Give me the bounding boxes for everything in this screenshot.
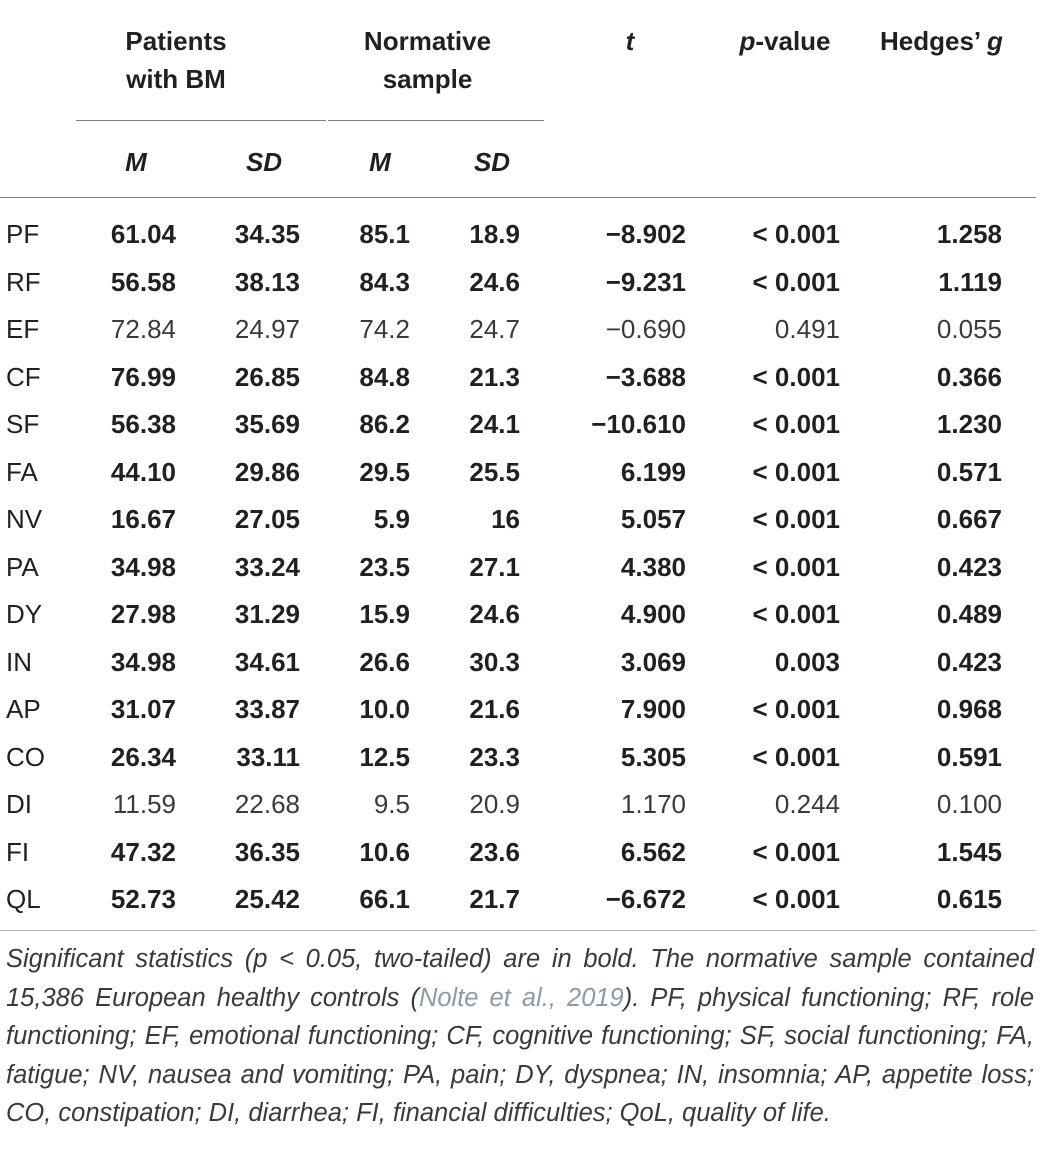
header-hedges-g-italic: g <box>986 26 1003 56</box>
patients-m-cell: 61.04 <box>110 219 176 249</box>
header-hedges-text: Hedges’ <box>880 26 987 56</box>
normative-sd-cell: 21.3 <box>469 361 520 392</box>
p-value-cell: < 0.001 <box>752 741 840 772</box>
p-value-cell: < 0.001 <box>752 361 840 392</box>
normative-m-cell: 10.0 <box>359 694 410 724</box>
patients-sd-cell: 36.35 <box>234 836 300 867</box>
header-p-italic: p <box>739 26 756 56</box>
hedges-g-cell: 0.423 <box>936 551 1002 582</box>
t-value-cell: 3.069 <box>620 646 686 677</box>
p-value-cell: < 0.001 <box>752 409 840 439</box>
hedges-g-cell: 0.615 <box>936 884 1002 914</box>
table-row <box>0 876 1040 924</box>
header-bottom-rule <box>0 197 1036 198</box>
table-row <box>0 544 1040 592</box>
hedges-g-cell: 1.230 <box>936 409 1002 439</box>
patients-m-cell: 52.73 <box>110 884 176 914</box>
subheader-patients-sd: SD <box>245 147 283 177</box>
p-value-cell: 0.244 <box>774 789 840 819</box>
t-value-cell: 1.170 <box>620 789 686 819</box>
header-normative-line1: Normative <box>363 26 492 56</box>
patients-sd-cell: 26.85 <box>234 361 300 392</box>
patients-m-cell: 27.98 <box>110 599 176 629</box>
patients-m-cell: 44.10 <box>110 456 176 487</box>
header-hedges-g <box>880 22 1040 60</box>
table-row <box>0 591 1040 639</box>
t-value-cell: 4.900 <box>620 599 686 629</box>
p-value-cell: < 0.001 <box>752 551 840 582</box>
row-label: DI <box>6 789 32 819</box>
row-label: DY <box>6 599 43 629</box>
normative-sd-cell: 24.6 <box>469 599 520 629</box>
t-value-cell: 6.199 <box>620 456 686 487</box>
header-p-rest: -value <box>755 26 831 56</box>
row-label: CO <box>6 741 45 772</box>
t-value-cell: −0.690 <box>605 314 686 344</box>
patients-m-cell: 72.84 <box>110 314 176 344</box>
p-value-cell: < 0.001 <box>752 599 840 629</box>
subheader-normative-m: M <box>369 147 391 177</box>
hedges-g-cell: 0.667 <box>936 504 1002 534</box>
table-row <box>0 259 1040 307</box>
patients-group-rule <box>76 120 326 121</box>
hedges-g-cell: 0.366 <box>936 361 1002 392</box>
patients-m-cell: 56.38 <box>110 409 176 439</box>
patients-m-cell: 16.67 <box>110 504 176 534</box>
normative-m-cell: 86.2 <box>359 409 410 439</box>
hedges-g-cell: 1.119 <box>938 266 1002 297</box>
subheader-normative-sd: SD <box>473 147 511 177</box>
t-value-cell: 7.900 <box>620 694 686 724</box>
normative-m-cell: 74.2 <box>359 314 410 344</box>
normative-m-cell: 9.5 <box>373 789 410 819</box>
header-patients-line1: Patients <box>125 26 227 56</box>
table-row <box>0 211 1040 259</box>
normative-sd-cell: 25.5 <box>469 456 520 487</box>
header-p-value <box>715 22 855 60</box>
patients-m-cell: 26.34 <box>110 741 176 772</box>
t-value-cell: −3.688 <box>605 361 686 392</box>
table-row <box>0 829 1040 877</box>
p-value-cell: < 0.001 <box>752 456 840 487</box>
normative-sd-cell: 21.6 <box>469 694 520 724</box>
hedges-g-cell: 0.100 <box>936 789 1002 819</box>
row-label: NV <box>6 504 43 534</box>
hedges-g-cell: 0.489 <box>936 599 1002 629</box>
hedges-g-cell: 1.545 <box>936 836 1002 867</box>
table-row <box>0 781 1040 829</box>
table-row <box>0 734 1040 782</box>
hedges-g-cell: 0.968 <box>936 694 1002 724</box>
patients-sd-cell: 34.61 <box>234 646 300 677</box>
table-row <box>0 306 1040 354</box>
header-normative-sample <box>340 22 515 98</box>
normative-sd-cell: 20.9 <box>469 789 520 819</box>
p-value-cell: < 0.001 <box>752 884 840 914</box>
subheader-patients-m: M <box>125 147 147 177</box>
normative-sd-cell: 23.6 <box>469 836 520 867</box>
normative-sd-cell: 24.1 <box>469 409 520 439</box>
normative-sd-cell: 24.7 <box>469 314 520 344</box>
t-value-cell: −10.610 <box>591 409 686 439</box>
p-value-cell: < 0.001 <box>752 836 840 867</box>
t-value-cell: 5.057 <box>620 504 686 534</box>
row-label: FA <box>6 456 38 487</box>
row-label: RF <box>6 266 41 297</box>
hedges-g-cell: 0.591 <box>936 741 1002 772</box>
hedges-g-cell: 0.423 <box>936 646 1002 677</box>
patients-sd-cell: 25.42 <box>234 884 300 914</box>
hedges-g-cell: 0.055 <box>936 314 1002 344</box>
normative-m-cell: 15.9 <box>359 599 410 629</box>
patients-sd-cell: 33.11 <box>236 741 300 772</box>
t-value-cell: 6.562 <box>620 836 686 867</box>
patients-sd-cell: 34.35 <box>234 219 300 249</box>
t-value-cell: 4.380 <box>620 551 686 582</box>
patients-sd-cell: 38.13 <box>234 266 300 297</box>
row-label: PA <box>6 551 39 582</box>
normative-m-cell: 29.5 <box>359 456 410 487</box>
hedges-g-cell: 0.571 <box>936 456 1002 487</box>
normative-m-cell: 10.6 <box>359 836 410 867</box>
row-label: PF <box>6 219 40 249</box>
patients-sd-cell: 24.97 <box>234 314 300 344</box>
table-footnote <box>6 940 1034 1133</box>
table-row <box>0 639 1040 687</box>
t-value-cell: −8.902 <box>605 219 686 249</box>
normative-m-cell: 12.5 <box>359 741 410 772</box>
row-label: FI <box>6 836 30 867</box>
footnote-reference-link[interactable]: Nolte et al., 2019 <box>418 983 624 1012</box>
normative-m-cell: 85.1 <box>359 219 410 249</box>
header-patients-line2: with BM <box>126 64 226 94</box>
table-row <box>0 354 1040 402</box>
normative-sd-cell: 18.9 <box>469 219 520 249</box>
normative-m-cell: 66.1 <box>359 884 410 914</box>
header-normative-line2: sample <box>382 64 473 94</box>
p-value-cell: 0.491 <box>774 314 840 344</box>
patients-sd-cell: 35.69 <box>234 409 300 439</box>
row-label: EF <box>6 314 40 344</box>
normative-sd-cell: 27.1 <box>469 551 520 582</box>
patients-sd-cell: 33.87 <box>234 694 300 724</box>
row-label: AP <box>6 694 41 724</box>
patients-m-cell: 56.58 <box>110 266 176 297</box>
t-value-cell: 5.305 <box>620 741 686 772</box>
patients-m-cell: 76.99 <box>110 361 176 392</box>
patients-m-cell: 11.59 <box>112 789 176 819</box>
patients-sd-cell: 27.05 <box>234 504 300 534</box>
p-value-cell: < 0.001 <box>752 266 840 297</box>
table-bottom-rule <box>0 930 1036 931</box>
header-t <box>600 22 660 60</box>
patients-m-cell: 34.98 <box>110 646 176 677</box>
table-row <box>0 496 1040 544</box>
patients-m-cell: 34.98 <box>110 551 176 582</box>
table-row <box>0 401 1040 449</box>
p-value-cell: 0.003 <box>774 646 840 677</box>
normative-sd-cell: 23.3 <box>469 741 520 772</box>
patients-sd-cell: 31.29 <box>234 599 300 629</box>
row-label: IN <box>6 646 32 677</box>
row-label: QL <box>6 884 41 914</box>
normative-m-cell: 84.3 <box>359 266 410 297</box>
t-value-cell: −9.231 <box>605 266 686 297</box>
patients-sd-cell: 29.86 <box>234 456 300 487</box>
normative-m-cell: 84.8 <box>359 361 410 392</box>
patients-sd-cell: 33.24 <box>234 551 300 582</box>
normative-sd-cell: 16 <box>491 504 520 534</box>
patients-m-cell: 31.07 <box>110 694 176 724</box>
normative-m-cell: 26.6 <box>359 646 410 677</box>
p-value-cell: < 0.001 <box>752 504 840 534</box>
normative-m-cell: 5.9 <box>373 504 410 534</box>
table-row <box>0 686 1040 734</box>
row-label: CF <box>6 361 41 392</box>
patients-m-cell: 47.32 <box>110 836 176 867</box>
normative-group-rule <box>328 120 544 121</box>
normative-m-cell: 23.5 <box>359 551 410 582</box>
normative-sd-cell: 24.6 <box>469 266 520 297</box>
footnote-text-before: Significant statistics (p < 0.05, two-tailed) are in bold. The normative sample contained 15,386 European healthy controls ( <box>6 945 1034 1012</box>
t-value-cell: −6.672 <box>605 884 686 914</box>
normative-sd-cell: 21.7 <box>469 884 520 914</box>
hedges-g-cell: 1.258 <box>936 219 1002 249</box>
header-t-label: t <box>625 26 635 56</box>
table-row <box>0 449 1040 497</box>
footnote-text-after: ). PF, physical functioning; RF, role functioning; EF, emotional functioning; CF, cognitive functioning; SF, social functioning; FA, fatigue; NV, nausea and vomiting; PA, pain; DY, dyspnea; IN, insomnia; AP, appetite loss; CO, constipation; DI, diarrhea; FI, financial difficulties; QoL, quality of life. <box>6 983 1035 1127</box>
p-value-cell: < 0.001 <box>752 694 840 724</box>
header-patients-with-bm <box>96 22 256 98</box>
row-label: SF <box>6 409 40 439</box>
p-value-cell: < 0.001 <box>752 219 840 249</box>
patients-sd-cell: 22.68 <box>234 789 300 819</box>
normative-sd-cell: 30.3 <box>469 646 520 677</box>
